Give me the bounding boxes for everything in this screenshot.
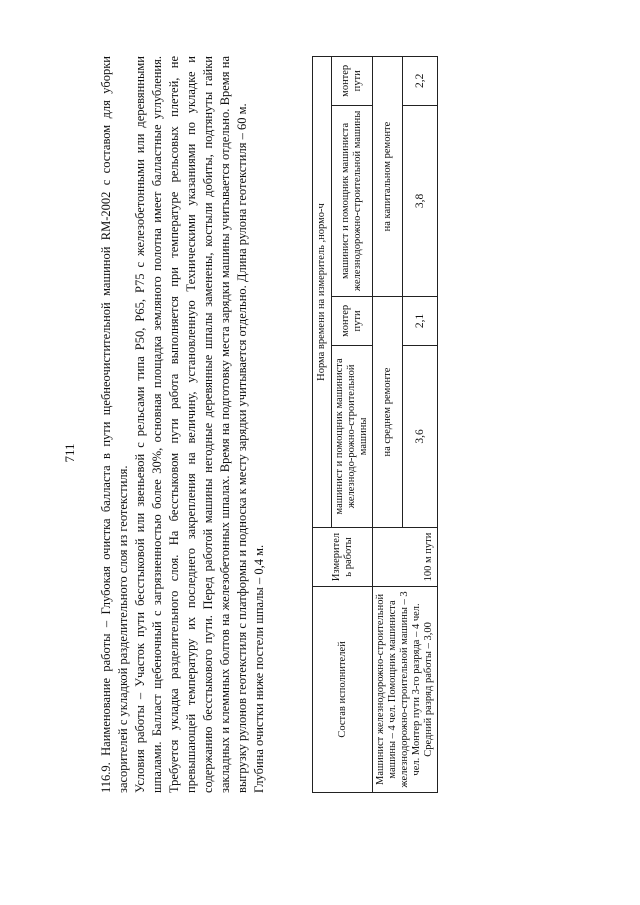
value-monter-kapitalny: 2,2 xyxy=(403,56,438,105)
label-kapitalny-remont: на капитальном ремонте xyxy=(373,56,403,296)
subheader-monter-sredniy: монтер пути xyxy=(332,296,373,345)
header-izmeritel: Измерител ь работы xyxy=(313,527,373,586)
paragraph-conditions: Условия работы – Участок пути бесстыковой или звеньевой с рельсами типа Р50, Р65, Р75 с железобетонными или деревянными шпалами. Балласт щебеночный с загрязненностью более 30%, основная площадка земляного полотна имеет балластные углубления. Требуется укладка разделительного слоя. На бесстыковом пути работа выполняется при температуре рельсовых плетей, не превышающей температуру их последнего закрепления на величину, установленную Техническими указаниями по укладке и содержанию бесстыкового пути. Перед работой машины негодные деревянные шпалы заменены, костыли добиты, подтянуты гайки закладных и клеммных болтов на железобетонных шпалах. Время на подготовку места зарядки машины учитывается отдельно. Время на выгрузку рулонов геотекстиля с платформы и подноска к месту зарядки учитывается отдельно. Длина рулона геотекстиля – 60 м. xyxy=(133,55,249,793)
subheader-mashinist-kapitalny: машинист и помощник машиниста железнодорожно-строительной машины xyxy=(332,105,373,296)
header-sostav: Состав исполнителей xyxy=(313,586,373,792)
cell-izmeritel: 100 м пути xyxy=(373,527,438,586)
paragraph-depth: Глубина очистки ниже постели шпалы – 0,4 м. xyxy=(252,544,266,793)
page-number: 711 xyxy=(62,442,77,463)
value-mashinist-kapitalny: 3,8 xyxy=(403,105,438,296)
body-text xyxy=(98,56,268,793)
value-monter-sredniy: 2,1 xyxy=(403,296,438,345)
value-mashinist-sredniy: 3,6 xyxy=(403,345,438,527)
subheader-mashinist-sredniy: машинист и помощник машиниста железнодо-рожно-строительной машины xyxy=(332,345,373,527)
label-sredniy-remont: на среднем ремонте xyxy=(373,296,403,527)
paragraph-title: 116.9. Наименование работы – Глубокая очистка балласта в пути щебнеочистительной машиной RM-2002 с составом для уборки засорителей с укладкой разделительного слоя из геотекстиля. xyxy=(99,55,130,793)
norms-table-wrapper xyxy=(312,56,438,793)
cell-sostav: Машинист железнодорожно-строительной машины – 4 чел. Помощник машиниста железнодорожно-строительной машины – 3 чел. Монтер пути 3-го разряда – 4 чел. Средний разряд работы – 3,00 xyxy=(373,586,438,792)
subheader-monter-kapitalny: монтер пути xyxy=(332,56,373,105)
norms-table xyxy=(312,56,438,793)
document-page xyxy=(40,28,600,878)
header-norma: Норма времени на измеритель ,нормо-ч xyxy=(313,56,332,527)
